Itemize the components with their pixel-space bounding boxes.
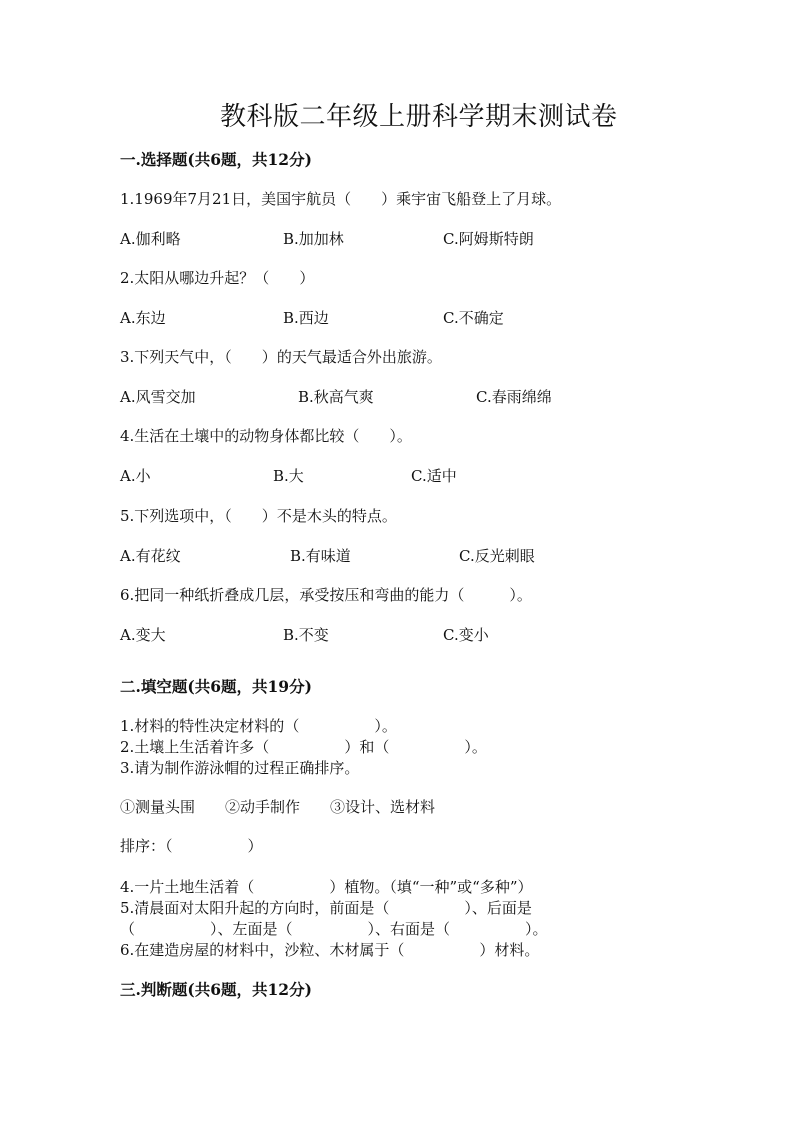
option-b: B.有味道: [290, 547, 351, 565]
option-c: C.不确定: [443, 309, 504, 327]
fill-blank-line: ①测量头围 ②动手制作 ③设计、选材料: [120, 798, 436, 816]
fill-blank-line: 6.在建造房屋的材料中，沙粒、木材属于（ ）材料。: [120, 941, 540, 959]
option-b: B.西边: [283, 309, 329, 327]
option-a: A.有花纹: [120, 547, 181, 565]
question-text: 4.生活在土壤中的动物身体都比较（ ）。: [120, 427, 412, 445]
option-a: A.变大: [120, 626, 166, 644]
option-b: B.大: [273, 467, 304, 485]
option-a: A.风雪交加: [120, 388, 196, 406]
section-heading-choice: 一.选择题(共6题，共12分): [120, 150, 312, 169]
option-a: A.小: [120, 467, 151, 485]
fill-blank-line: 5.清晨面对太阳升起的方向时，前面是（ ）、后面是: [120, 899, 532, 917]
option-b: B.秋高气爽: [298, 388, 374, 406]
question-text: 5.下列选项中，（ ）不是木头的特点。: [120, 507, 397, 525]
option-c: C.反光刺眼: [459, 547, 535, 565]
question-text: 3.下列天气中，（ ）的天气最适合外出旅游。: [120, 348, 442, 366]
fill-blank-line: 排序：（ ）: [120, 837, 263, 855]
section-heading-fill-blank: 二.填空题(共6题，共19分): [120, 677, 312, 696]
fill-blank-line: 3.请为制作游泳帽的过程正确排序。: [120, 759, 360, 777]
option-c: C.适中: [411, 467, 457, 485]
fill-blank-line: （ ）、左面是（ ）、右面是（ ）。: [120, 920, 548, 938]
fill-blank-line: 2.土壤上生活着许多（ ）和（ ）。: [120, 738, 487, 756]
question-text: 6.把同一种纸折叠成几层，承受按压和弯曲的能力（ ）。: [120, 586, 532, 604]
option-a: A.伽利略: [120, 230, 181, 248]
page-title: 教科版二年级上册科学期末测试卷: [220, 102, 618, 132]
fill-blank-line: 4.一片土地生活着（ ）植物。（填“一种”或“多种”）: [120, 878, 533, 896]
option-c: C.春雨绵绵: [476, 388, 552, 406]
section-heading-true-false: 三.判断题(共6题，共12分): [120, 980, 312, 999]
option-c: C.变小: [443, 626, 489, 644]
option-b: B.不变: [283, 626, 329, 644]
question-text: 1.1969年7月21日，美国宇航员（ ）乘宇宙飞船登上了月球。: [120, 190, 562, 208]
option-c: C.阿姆斯特朗: [443, 230, 534, 248]
option-b: B.加加林: [283, 230, 344, 248]
fill-blank-line: 1.材料的特性决定材料的（ ）。: [120, 717, 397, 735]
option-a: A.东边: [120, 309, 166, 327]
question-text: 2.太阳从哪边升起？（ ）: [120, 269, 315, 287]
